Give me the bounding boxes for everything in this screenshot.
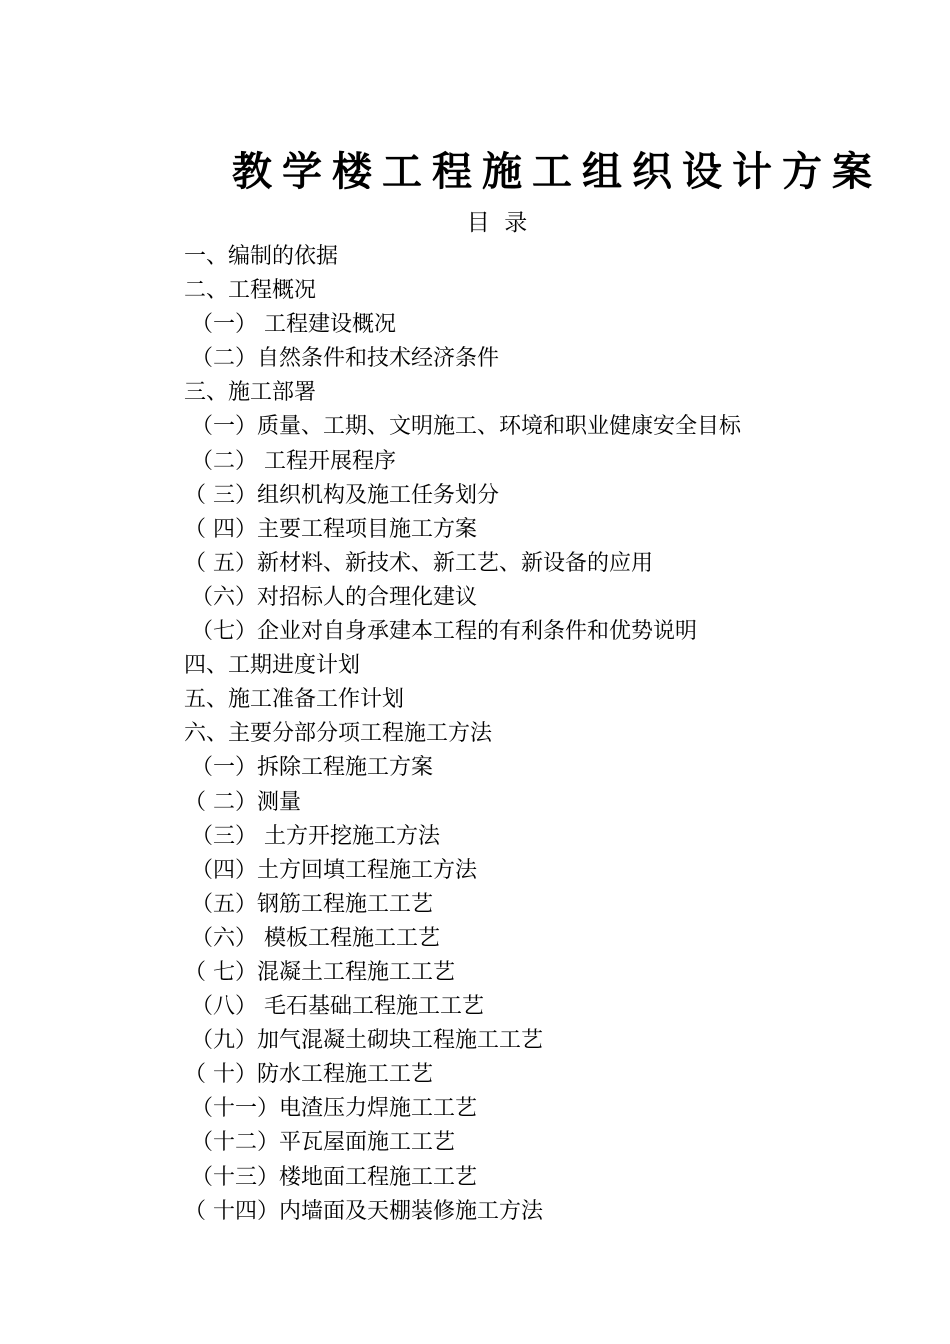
toc-item: （二）自然条件和技术经济条件 [184, 346, 499, 372]
toc-item: （二） 工程开展程序 [184, 448, 396, 474]
toc-item: 四、工期进度计划 [184, 653, 361, 679]
toc-heading: 目 录 [466, 210, 528, 236]
toc-item: （七）企业对自身承建本工程的有利条件和优势说明 [184, 619, 697, 645]
toc-item: （ 三）组织机构及施工任务划分 [184, 482, 499, 508]
toc-item: （ 四）主要工程项目施工方案 [184, 516, 477, 542]
toc-item: （十三）楼地面工程施工工艺 [184, 1164, 477, 1190]
toc-item: （四）土方回填工程施工方法 [184, 857, 477, 883]
toc-item: 二、工程概况 [184, 278, 317, 304]
toc-item: （一）质量、工期、文明施工、环境和职业健康安全目标 [184, 414, 741, 440]
toc-item: （一）拆除工程施工方案 [184, 755, 433, 781]
toc-item: （六） 模板工程施工工艺 [184, 925, 440, 951]
toc-item: （九）加气混凝土砌块工程施工工艺 [184, 1028, 543, 1054]
toc-item: 六、主要分部分项工程施工方法 [184, 721, 493, 747]
toc-item: 五、施工准备工作计划 [184, 687, 405, 713]
toc-item: 一、编制的依据 [184, 244, 339, 269]
toc-item: （ 二）测量 [184, 789, 301, 815]
toc-item: （ 五）新材料、新技术、新工艺、新设备的应用 [184, 550, 653, 576]
toc-list [184, 240, 904, 1229]
toc-item: （三） 土方开挖施工方法 [184, 823, 440, 849]
toc-item: （五）钢筋工程施工工艺 [184, 891, 433, 917]
toc-item: （ 七）混凝土工程施工工艺 [184, 959, 455, 985]
toc-item: （ 十四）内墙面及天棚装修施工方法 [184, 1198, 543, 1224]
toc-item: （十一）电渣压力焊施工工艺 [184, 1096, 477, 1122]
toc-item: （十二）平瓦屋面施工工艺 [184, 1130, 455, 1156]
toc-item: （一） 工程建设概况 [184, 312, 396, 338]
document-title: 教学楼工程施工组织设计方案 [232, 149, 882, 195]
toc-item: （ 十）防水工程施工工艺 [184, 1062, 433, 1088]
toc-item: （八） 毛石基础工程施工工艺 [184, 994, 484, 1020]
toc-item: （六）对招标人的合理化建议 [184, 584, 477, 610]
toc-item: 三、施工部署 [184, 380, 317, 406]
